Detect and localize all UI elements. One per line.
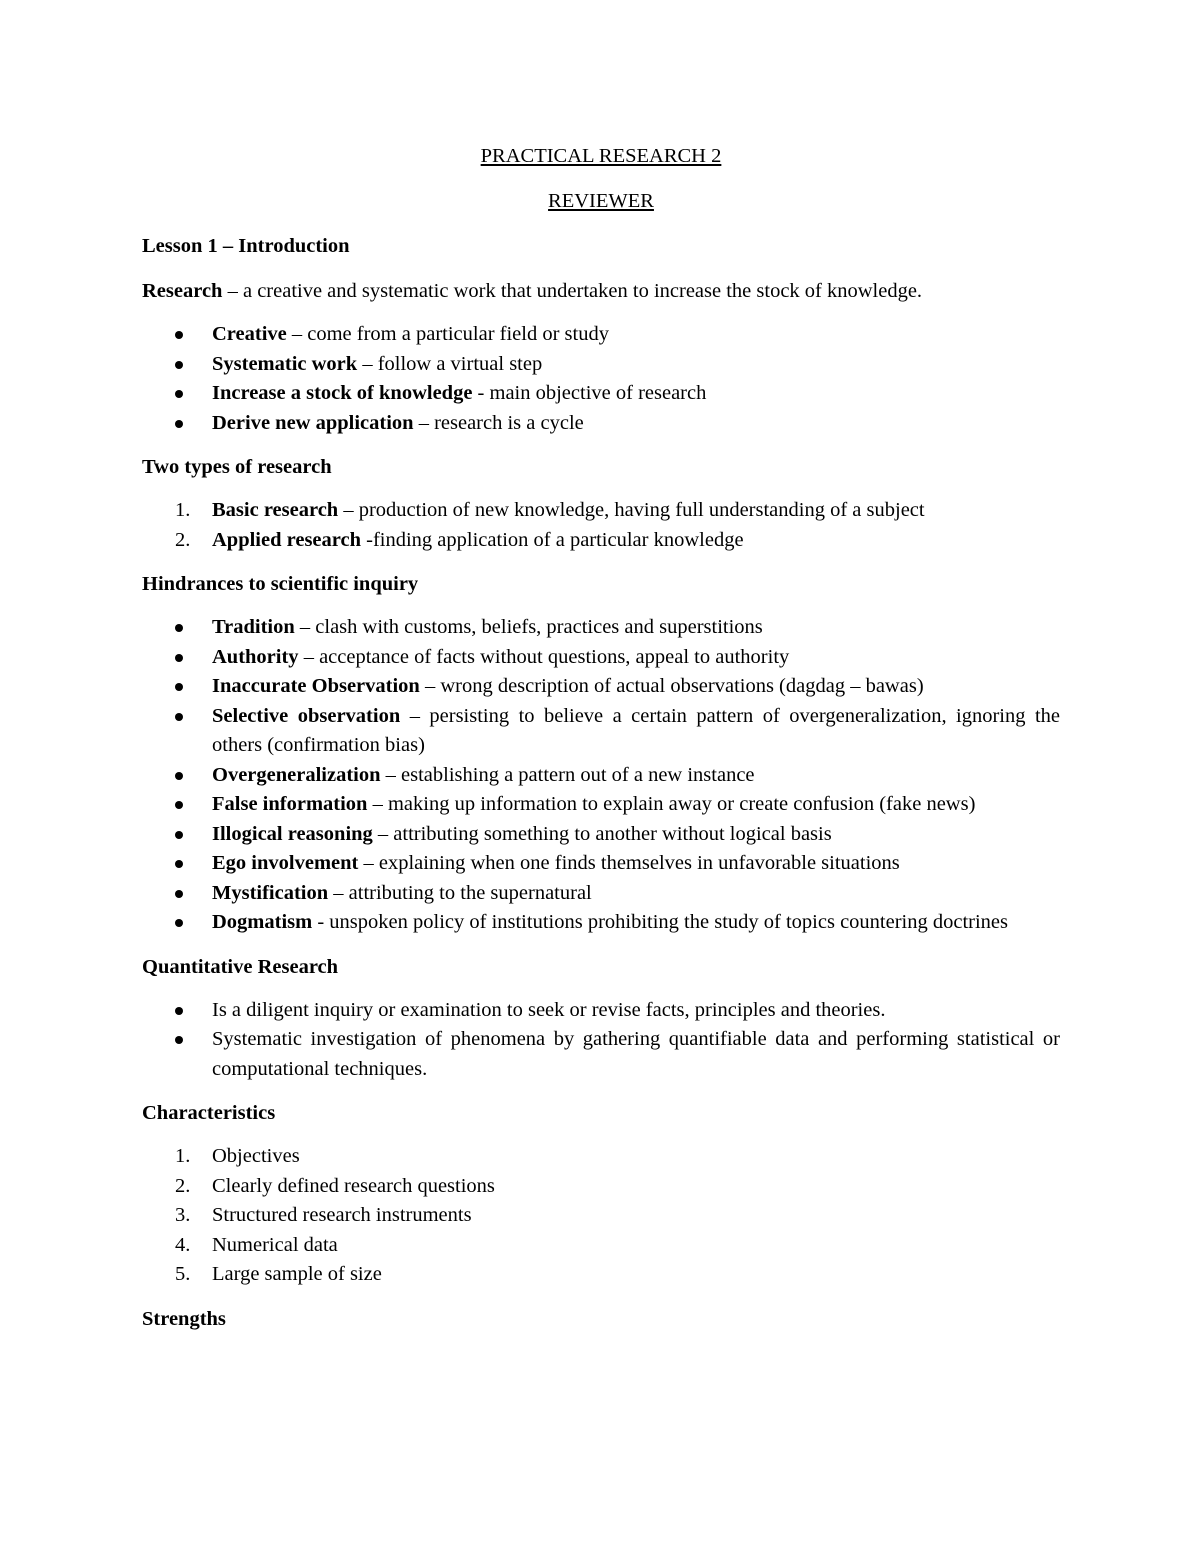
list-item: Derive new application – research is a cycle: [142, 409, 1060, 439]
bullet-icon: [175, 1007, 183, 1015]
list-item: Overgeneralization – establishing a pattern out of a new instance: [142, 761, 1060, 791]
quantitative-list: [142, 996, 1060, 1085]
list-item: Systematic investigation of phenomena by gathering quantifiable data and performing statistical or computational techniques.: [142, 1025, 1060, 1084]
list-item: Creative – come from a particular field or study: [142, 320, 1060, 350]
bullet-icon: [175, 654, 183, 662]
bullet-icon: [175, 860, 183, 868]
list-item: 1. Objectives: [142, 1142, 1060, 1172]
list-item: 3. Structured research instruments: [142, 1201, 1060, 1231]
bullet-icon: [175, 683, 183, 691]
list-item: Systematic work – follow a virtual step: [142, 350, 1060, 380]
list-number: 2.: [175, 1174, 191, 1197]
list-item: Is a diligent inquiry or examination to seek or revise facts, principles and theories.: [142, 996, 1060, 1026]
list-item: Tradition – clash with customs, beliefs, practices and superstitions: [142, 613, 1060, 643]
list-number: 3.: [175, 1204, 191, 1226]
types-list: [142, 496, 1060, 555]
list-item: Mystification – attributing to the supernatural: [142, 879, 1060, 909]
list-number: 1.: [175, 499, 191, 521]
bullet-icon: [175, 801, 183, 809]
document-subtitle: REVIEWER: [548, 190, 654, 212]
strengths-heading: Strengths: [142, 1307, 226, 1330]
bullet-icon: [175, 772, 183, 780]
document-title: PRACTICAL RESEARCH 2: [480, 145, 722, 167]
bullet-icon: [175, 713, 183, 721]
bullet-icon: [175, 919, 183, 927]
list-item: 4. Numerical data: [142, 1231, 1060, 1261]
list-item: 1. Basic research – production of new knowledge, having full understanding of a subject: [142, 496, 1060, 526]
bullet-icon: [175, 1036, 183, 1044]
list-item: 2. Applied research -finding application of a particular knowledge: [142, 526, 1060, 556]
research-definition-text: – a creative and systematic work that undertaken to increase the stock of knowledge.: [222, 280, 923, 302]
quantitative-heading: Quantitative Research: [142, 955, 339, 978]
list-item: Increase a stock of knowledge - main objective of research: [142, 379, 1060, 409]
hindrances-list: [142, 613, 1060, 938]
list-item: Illogical reasoning – attributing something to another without logical basis: [142, 820, 1060, 850]
bullet-icon: [175, 831, 183, 839]
research-definition: [142, 275, 1060, 307]
lesson-heading: Lesson 1 – Introduction: [142, 235, 350, 257]
characteristics-list: [142, 1142, 1060, 1290]
list-item: False information – making up information to explain away or create confusion (fake news): [142, 790, 1060, 820]
bullet-icon: [175, 390, 183, 398]
bullet-icon: [175, 420, 183, 428]
list-item: 2. Clearly defined research questions: [142, 1172, 1060, 1202]
list-number: 1.: [175, 1145, 191, 1167]
hindrances-heading: Hindrances to scientific inquiry: [142, 573, 419, 595]
bullet-icon: [175, 361, 183, 369]
characteristics-heading: Characteristics: [142, 1102, 276, 1124]
types-heading: Two types of research: [142, 456, 332, 478]
list-number: 4.: [175, 1233, 191, 1256]
bullet-icon: [175, 890, 183, 898]
list-item: Dogmatism - unspoken policy of institutions prohibiting the study of topics countering doctrines: [142, 908, 1060, 938]
list-item: Selective observation – persisting to believe a certain pattern of overgeneralization, ignoring the others (confirmation bias): [142, 702, 1060, 761]
list-item: Authority – acceptance of facts without questions, appeal to authority: [142, 643, 1060, 673]
document-page: [142, 140, 1060, 1335]
list-number: 2.: [175, 528, 191, 551]
list-number: 5.: [175, 1263, 191, 1285]
list-item: Inaccurate Observation – wrong description of actual observations (dagdag – bawas): [142, 672, 1060, 702]
research-term: Research: [142, 280, 223, 302]
list-item: 5. Large sample of size: [142, 1260, 1060, 1290]
research-points-list: [142, 320, 1060, 438]
bullet-icon: [175, 624, 183, 632]
list-item: Ego involvement – explaining when one finds themselves in unfavorable situations: [142, 849, 1060, 879]
bullet-icon: [175, 331, 183, 339]
